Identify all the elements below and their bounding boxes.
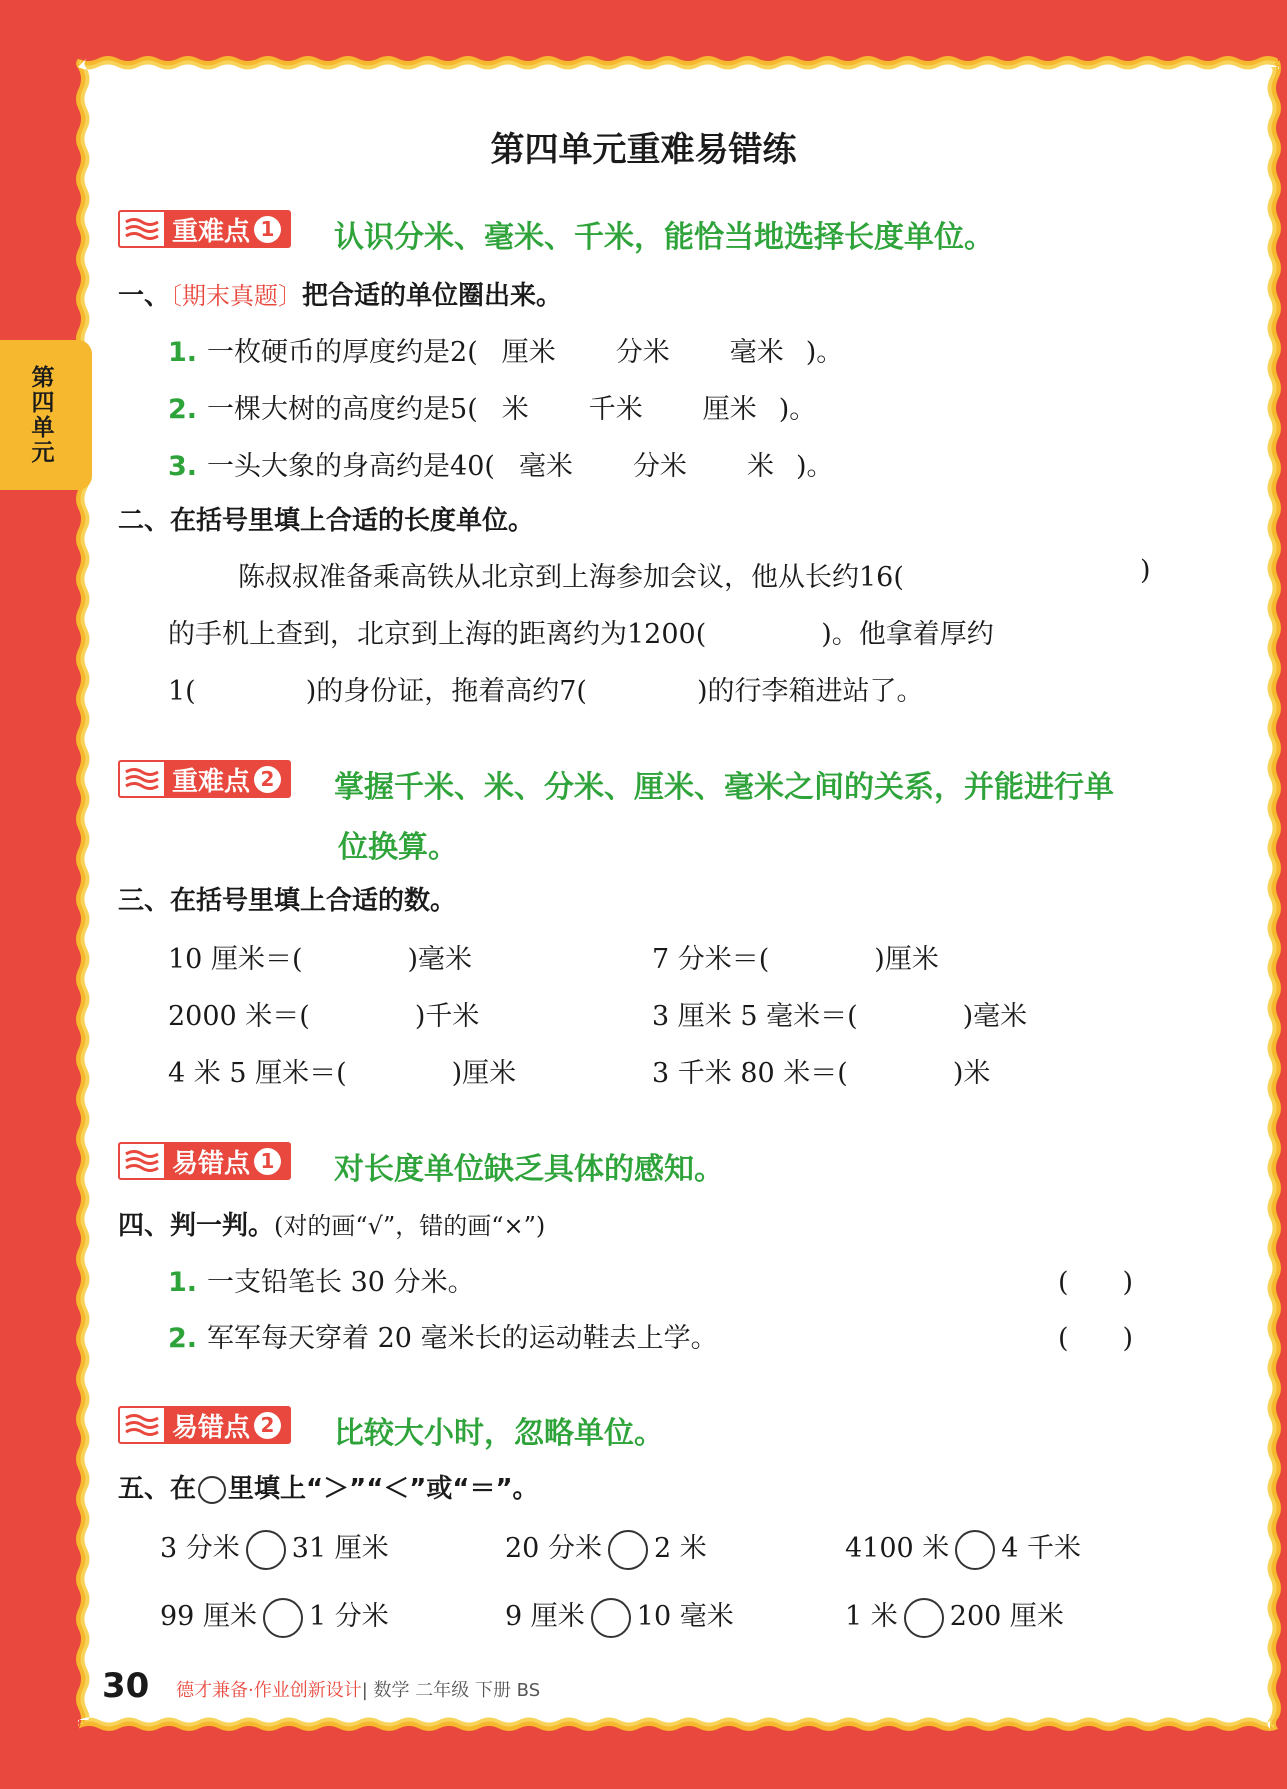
key-point-badge-1	[118, 210, 291, 248]
unit-option[interactable]: 米	[501, 394, 529, 425]
question-4-title: 四、判一判。(对的画“√”，错的画“×”)	[118, 1211, 546, 1241]
compare-circle[interactable]	[904, 1598, 944, 1638]
error-point-heading-1: 对长度单位缺乏具体的感知。	[334, 1152, 724, 1187]
passage-line-2: 的手机上查到，北京到上海的距离约为1200( )。他拿着厚约	[168, 619, 994, 650]
footer-text	[176, 1676, 540, 1702]
question-5-title: 五、在 里填上“＞”“＜”或“＝”。	[118, 1474, 539, 1504]
question-3-title: 三、在括号里填上合适的数。	[118, 886, 457, 916]
wave-icon	[120, 762, 164, 796]
wave-icon	[120, 1408, 164, 1442]
error-point-heading-2: 比较大小时，忽略单位。	[334, 1416, 664, 1451]
page-title: 第四单元重难易错练	[490, 130, 797, 170]
conversion-item: 3 千米 80 米＝( )米	[652, 1058, 991, 1089]
judge-item: 1. 一支铅笔长 30 分米。	[168, 1267, 475, 1298]
question-text: 把合适的单位圈出来。	[302, 281, 563, 311]
item-number: 2.	[168, 394, 198, 425]
compare-circle[interactable]	[263, 1598, 303, 1638]
conversion-item: 3 厘米 5 毫米＝( )毫米	[652, 1001, 1028, 1032]
key-point-heading-2-line-2: 位换算。	[338, 830, 458, 865]
circle-unit-item: 3. 一头大象的身高约是40( 毫米 分米 米 )。	[168, 451, 834, 482]
unit-side-tab	[0, 340, 92, 490]
judge-answer-blank[interactable]: ( )	[1058, 1323, 1134, 1354]
footer-brand: 德才兼备·作业创新设计	[176, 1680, 362, 1701]
item-number: 2.	[168, 1323, 198, 1354]
conversion-item: 4 米 5 厘米＝( )厘米	[168, 1058, 517, 1089]
badge-label: 重难点	[172, 766, 251, 797]
question-2-title: 二、在括号里填上合适的长度单位。	[118, 506, 535, 536]
key-point-badge-2	[118, 760, 291, 798]
compare-item: 9 厘米 10 毫米	[505, 1595, 734, 1639]
unit-option[interactable]: 毫米	[518, 451, 573, 482]
circle-blank-icon	[198, 1476, 226, 1504]
badge-number: 2	[254, 766, 281, 793]
badge-number: 1	[254, 216, 281, 243]
compare-item: 4100 米 4 千米	[845, 1527, 1081, 1571]
badge-number: 2	[254, 1412, 281, 1439]
wave-icon	[120, 1144, 164, 1178]
footer-info: | 数学 二年级 下册 BS	[361, 1680, 541, 1701]
badge-label: 重难点	[172, 216, 251, 247]
compare-item: 20 分米 2 米	[505, 1527, 707, 1571]
unit-option[interactable]: 分米	[632, 451, 687, 482]
unit-option[interactable]: 厘米	[702, 394, 757, 425]
judge-answer-blank[interactable]: ( )	[1058, 1267, 1134, 1298]
item-number: 3.	[168, 451, 198, 482]
item-number: 1.	[168, 1267, 198, 1298]
conversion-item: 10 厘米＝( )毫米	[168, 944, 473, 975]
exam-tag: 〔期末真题〕	[170, 282, 303, 310]
unit-option[interactable]: 分米	[615, 337, 670, 368]
compare-item: 1 米 200 厘米	[845, 1595, 1064, 1639]
passage-line-1-end: )	[1140, 555, 1151, 586]
compare-circle[interactable]	[608, 1530, 648, 1570]
item-number: 1.	[168, 337, 198, 368]
key-point-heading-2-line-1: 掌握千米、米、分米、厘米、毫米之间的关系，并能进行单	[334, 770, 1114, 805]
passage-line-3: 1( )的身份证，拖着高约7( )的行李箱进站了。	[168, 676, 924, 707]
side-tab-label: 第四单元	[27, 365, 54, 465]
compare-circle[interactable]	[955, 1530, 995, 1570]
compare-circle[interactable]	[591, 1598, 631, 1638]
error-point-badge-1	[118, 1142, 291, 1180]
passage-line-1: 陈叔叔准备乘高铁从北京到上海参加会议，他从长约16(	[238, 562, 904, 593]
unit-option[interactable]: 厘米	[501, 337, 556, 368]
question-prefix: 一、	[118, 281, 171, 311]
error-point-badge-2	[118, 1406, 291, 1444]
unit-option[interactable]: 米	[746, 451, 774, 482]
question-1-title	[118, 275, 562, 312]
conversion-item: 2000 米＝( )千米	[168, 1001, 480, 1032]
page-number: 30	[102, 1666, 150, 1706]
badge-label: 易错点	[172, 1148, 251, 1179]
conversion-item: 7 分米＝( )厘米	[652, 944, 939, 975]
judge-item: 2. 军军每天穿着 20 毫米长的运动鞋去上学。	[168, 1323, 718, 1354]
circle-unit-item: 1. 一枚硬币的厚度约是2( 厘米 分米 毫米 )。	[168, 337, 844, 368]
wave-icon	[120, 212, 164, 246]
badge-label: 易错点	[172, 1412, 251, 1443]
unit-option[interactable]: 毫米	[729, 337, 784, 368]
compare-item: 3 分米 31 厘米	[160, 1527, 389, 1571]
compare-item: 99 厘米 1 分米	[160, 1595, 389, 1639]
key-point-heading-1: 认识分米、毫米、千米，能恰当地选择长度单位。	[334, 220, 994, 255]
compare-circle[interactable]	[246, 1530, 286, 1570]
unit-option[interactable]: 千米	[588, 394, 643, 425]
question-4-hint: (对的画“√”，错的画“×”)	[274, 1212, 546, 1240]
circle-unit-item: 2. 一棵大树的高度约是5( 米 千米 厘米 )。	[168, 394, 817, 425]
badge-number: 1	[254, 1148, 281, 1175]
